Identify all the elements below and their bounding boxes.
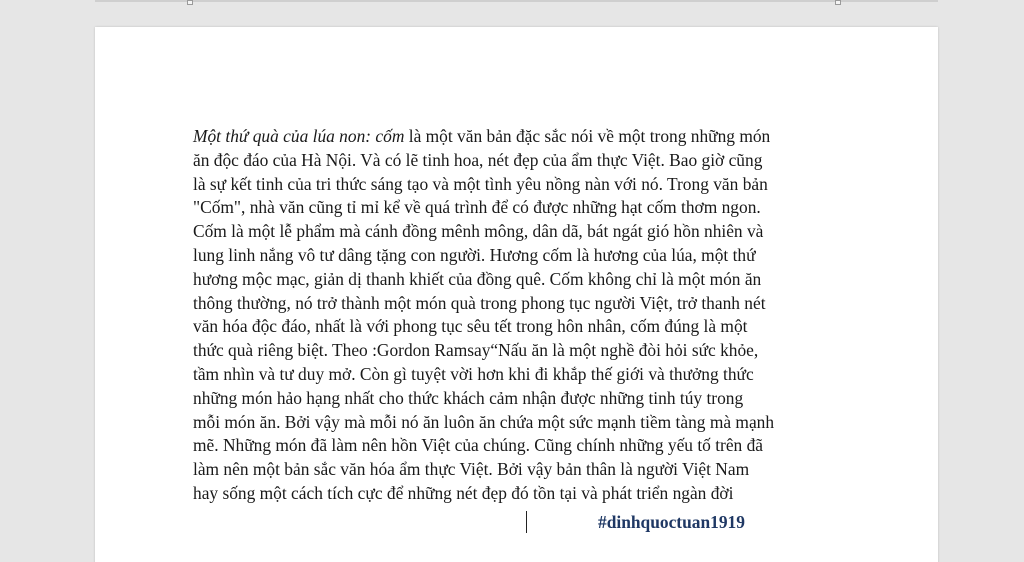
text-line — [193, 434, 853, 458]
text-line — [193, 196, 853, 220]
line-text: những món hảo hạng nhất cho thức khách cảm nhận được những tinh túy trong — [193, 387, 744, 408]
italic-title: Một thứ quà của lúa non: cốm — [193, 126, 405, 146]
text-line — [193, 411, 853, 435]
text-line — [193, 268, 853, 292]
text-line — [193, 125, 853, 149]
line-text: hay sống một cách tích cực để những nét đẹp đó tồn tại và phát triển ngàn đời — [193, 482, 734, 503]
text-line — [193, 458, 853, 482]
line-text: làm nên một bản sắc văn hóa ẩm thực Việt. Bởi vậy bản thân là người Việt Nam — [193, 459, 750, 480]
hashtag-signature: #dinhquoctuan1919 — [598, 512, 745, 532]
text-line — [193, 173, 853, 197]
line-text: mẽ. Những món đã làm nên hồn Việt của chúng. Cũng chính những yếu tố trên đã — [193, 435, 764, 456]
line-text: mỗi món ăn. Bởi vậy mà mỗi nó ăn luôn ăn chứa một sức mạnh tiềm tàng mà mạnh — [193, 411, 775, 432]
text-line — [193, 482, 853, 506]
line-text: là sự kết tinh của tri thức sáng tạo và một tình yêu nồng nàn với nó. Trong văn bản — [193, 173, 768, 194]
text-line — [193, 339, 853, 363]
text-line — [193, 220, 853, 244]
line-text: thông thường, nó trở thành một món quà trong phong tục người Việt, trở thanh nét — [193, 292, 766, 313]
text-line — [193, 244, 853, 268]
text-line — [193, 292, 853, 316]
line-text: hương mộc mạc, giản dị thanh khiết của đồng quê. Cốm không chỉ là một món ăn — [193, 268, 762, 289]
text-line — [193, 387, 853, 411]
text-cursor — [526, 511, 527, 533]
line-text: là một văn bản đặc sắc nói về một trong những món — [404, 126, 771, 146]
line-text: lung linh nắng vô tư dâng tặng con người. Hương cốm là hương của lúa, một thứ — [193, 244, 756, 265]
line-text: văn hóa độc đáo, nhất là với phong tục sêu tết trong hôn nhân, cốm đúng là một — [193, 316, 748, 337]
text-line — [193, 149, 853, 173]
document-page[interactable] — [95, 27, 938, 562]
line-text: tầm nhìn và tư duy mở. Còn gì tuyệt vời hơn khi đi khắp thế giới và thưởng thức — [193, 363, 754, 384]
horizontal-ruler — [95, 0, 938, 2]
text-line — [193, 315, 853, 339]
left-indent-marker-icon[interactable] — [187, 0, 193, 5]
line-text: Cốm là một lễ phẩm mà cánh đồng mênh mông, dân dã, bát ngát gió hồn nhiên và — [193, 221, 764, 242]
line-text: thức quà riêng biệt. Theo :Gordon Ramsay“Nấu ăn là một nghề đòi hỏi sức khỏe, — [193, 340, 759, 361]
line-text: "Cốm", nhà văn cũng tỉ mỉ kể về quá trình để có được những hạt cốm thơm ngon. — [193, 197, 761, 218]
document-body-text[interactable] — [193, 125, 853, 506]
right-indent-marker-icon[interactable] — [835, 0, 841, 5]
line-text: ăn độc đáo của Hà Nội. Và có lẽ tinh hoa, nét đẹp của ẩm thực Việt. Bao giờ cũng — [193, 149, 763, 170]
text-line — [193, 363, 853, 387]
